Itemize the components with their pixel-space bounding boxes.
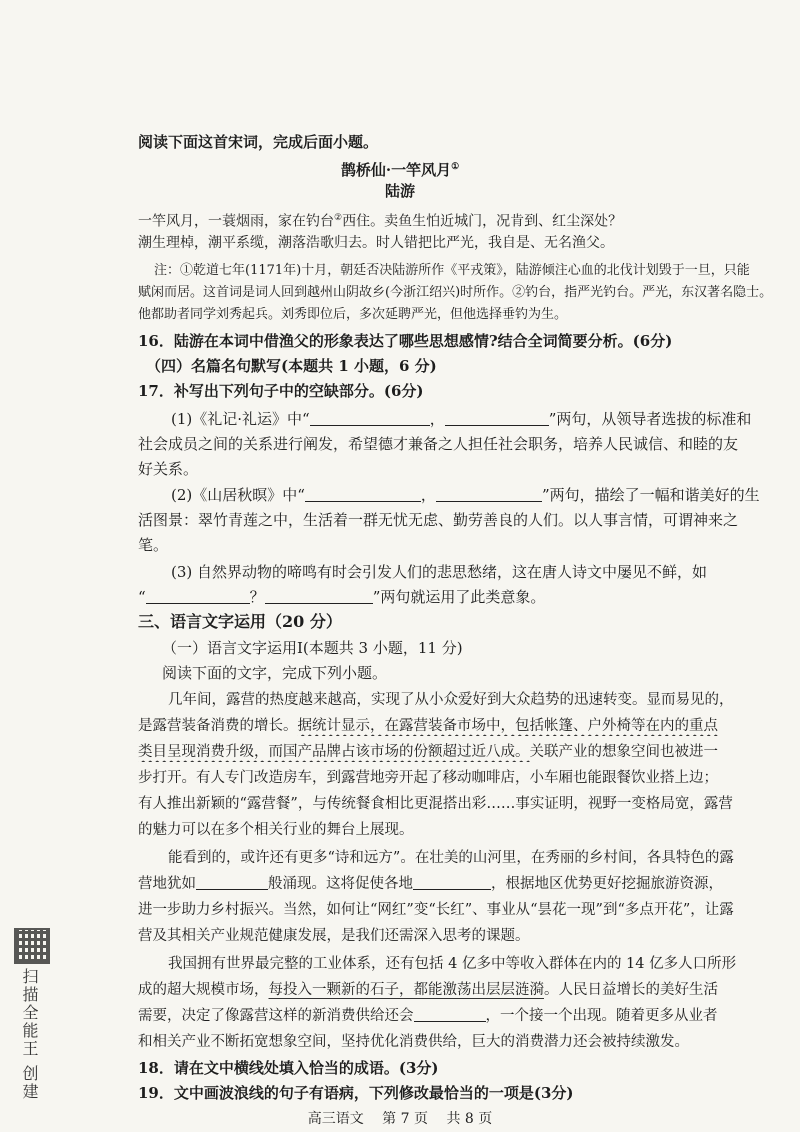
poem-line-1-a: 一竿风月，一蓑烟雨，家在钓台	[138, 213, 334, 230]
q17-1-prefix: (1)《礼记·礼运》中“	[171, 410, 310, 428]
passage-p1-line-5: 有人推出新颖的“露营餐”，与传统餐食相比更混搭出彩……事实证明，视野一变格局宽，露营	[138, 796, 733, 812]
question-17-2-line-2: 活图景：翠竹青莲之中，生活着一群无忧无虑、勤劳善良的人们。以人事言情，可谓神来之	[138, 511, 739, 529]
p1-line-3-text: 关联产业的想象空间也被进一	[529, 744, 718, 760]
poem-author: 陆游	[384, 182, 415, 200]
p1-line-2-text: 是露营装备消费的增长。	[138, 718, 298, 734]
question-19: 19．文中画波浪线的句子有语病，下列修改最恰当的一项是(3分)	[138, 1084, 574, 1102]
answer-blank-17-1a[interactable]	[310, 411, 430, 426]
answer-blank-17-2a[interactable]	[305, 487, 421, 502]
passage-p1-line-2	[138, 716, 718, 736]
p3-line-2-b: 。人民日益增长的美好生活	[544, 982, 718, 998]
poem-title-note-mark: ①	[451, 162, 460, 172]
passage-p3-line-2	[138, 980, 718, 1000]
p2-line-2-a: 营地犹如	[138, 876, 196, 892]
passage-p3-line-3	[138, 1006, 718, 1026]
answer-blank-17-2b[interactable]	[436, 487, 542, 502]
q17-1-comma: ，	[429, 410, 445, 428]
p3-line-2-a: 成的超大规模市场，	[138, 982, 269, 998]
passage-p2-line-4: 营及其相关产业规范健康发展，是我们还需深入思考的课题。	[138, 928, 530, 944]
answer-blank-17-3b[interactable]	[265, 589, 373, 604]
question-17-2-line-3: 笔。	[138, 536, 169, 554]
q17-2-suffix: ”两句，描绘了一幅和谐美好的生	[541, 486, 760, 504]
note-line-3: 他都助者同学刘秀起兵。刘秀即位后，多次延聘严光，但他选择垂钓为生。	[138, 307, 568, 322]
section-4-heading: （四）名篇名句默写(本题共 1 小题，6 分)	[146, 357, 437, 375]
passage-p1-line-4: 步打开。有人专门改造房车，到露营地旁开起了移动咖啡店，小车厢也能跟餐饮业搭上边；	[138, 770, 718, 786]
idiom-blank-3[interactable]	[414, 1007, 486, 1022]
question-18: 18．请在文中横线处填入恰当的成语。(3分)	[138, 1059, 439, 1077]
poem-line-1-b: 西住。卖鱼生怕近城门，况肯到、红尘深处？	[342, 213, 623, 230]
subsection-1-heading: （一）语言文字运用Ⅰ(本题共 3 小题，11 分)	[162, 639, 463, 657]
poem-line-2: 潮生理棹，潮平系缆，潮落浩歌归去。时人错把比严光，我自是、无名渔父。	[138, 235, 614, 251]
passage-p2-line-3: 进一步助力乡村振兴。当然，如何让“网红”变“长红”、事业从“昙花一现”到“多点开花”，让露	[138, 902, 734, 918]
q17-3-question-mark: ？	[249, 588, 265, 606]
qr-code-icon	[14, 928, 50, 964]
passage-p2-line-1: 能看到的，或许还有更多“诗和远方”。在壮美的山河里，在秀丽的乡村间，各具特色的露	[168, 850, 734, 866]
question-17-1-line-3: 好关系。	[138, 460, 199, 478]
reading-instruction: 阅读下面这首宋词，完成后面小题。	[138, 133, 379, 151]
poem-line-1-note-mark: ②	[334, 213, 343, 223]
passage-p1-line-3	[138, 742, 718, 762]
q17-1-suffix: ”两句，从领导者选拔的标准和	[548, 410, 752, 428]
reading-instruction-2: 阅读下面的文字，完成下列小题。	[162, 664, 388, 682]
passage-p3-line-4: 和相关产业不断拓宽想象空间，坚持优化消费供给，巨大的消费潜力还会被持续激发。	[138, 1034, 689, 1050]
question-17-1-line-2: 社会成员之间的关系进行阐发，希望德才兼备之人担任社会职务，培养人民诚信、和睦的友	[138, 435, 739, 453]
poem-title	[0, 157, 800, 180]
wavy-sentence-part-1: 据统计显示，在露营装备市场中，包括帐篷、户外椅等在内的重点	[297, 718, 718, 734]
poem-title-text: 鹊桥仙·一竿风月	[340, 161, 452, 179]
passage-p2-line-2	[138, 874, 723, 894]
passage-p3-line-1: 我国拥有世界最完整的工业体系，还有包括 4 亿多中等收入群体在内的 14 亿多人口所形	[168, 956, 737, 972]
answer-blank-17-1b[interactable]	[445, 411, 549, 426]
q17-2-prefix: (2)《山居秋暝》中“	[171, 486, 305, 504]
scanner-watermark: 扫描全能王 创建	[20, 968, 39, 1102]
underlined-sentence: 每投入一颗新的石子，都能激荡出层层涟漪	[268, 982, 544, 998]
p3-line-3-b: ，一个接一个出现。随着更多从业者	[485, 1008, 718, 1024]
question-17-3-line-2	[138, 587, 545, 607]
page-footer: 高三语文 第 7 页 共 8 页	[307, 1111, 493, 1127]
section-3-heading: 三、语言文字运用（20 分）	[138, 612, 342, 631]
p3-line-3-a: 需要，决定了像露营这样的新消费供给还会	[138, 1008, 414, 1024]
answer-blank-17-3a[interactable]	[146, 589, 250, 604]
q17-3-open-quote: “	[138, 588, 146, 606]
question-17-2-line-1	[171, 485, 760, 505]
wavy-sentence-part-2: 类目呈现消费升级，而国产品牌占该市场的份额超过近八成。	[138, 744, 530, 760]
q17-2-comma: ，	[420, 486, 436, 504]
p2-line-2-c: ，根据地区优势更好挖掘旅游资源，	[491, 876, 723, 892]
note-line-2: 赋闲而居。这首词是词人回到越州山阴故乡(今浙江绍兴)时所作。②钓台，指严光钓台。严光，东汉著名隐士。	[138, 285, 773, 300]
question-17: 17．补写出下列句子中的空缺部分。(6分)	[138, 382, 424, 400]
question-16: 16．陆游在本词中借渔父的形象表达了哪些思想感情?结合全词简要分析。(6分)	[138, 332, 673, 350]
note-line-1: 注：①乾道七年(1171年)十月，朝廷否决陆游所作《平戎策》，陆游倾注心血的北伐计划毁于一旦，只能	[154, 263, 750, 278]
passage-p1-line-6: 的魅力可以在多个相关行业的舞台上展现。	[138, 822, 414, 838]
poem-line-1	[138, 208, 622, 232]
idiom-blank-1[interactable]	[196, 875, 268, 890]
q17-3-suffix: ”两句就运用了此类意象。	[372, 588, 546, 606]
p2-line-2-b: 般涌现。这将促使各地	[268, 876, 413, 892]
idiom-blank-2[interactable]	[413, 875, 491, 890]
question-17-3-line-1: (3) 自然界动物的啼鸣有时会引发人们的悲思愁绪，这在唐人诗文中屡见不鲜，如	[171, 563, 708, 581]
question-17-1-line-1	[171, 409, 751, 429]
passage-p1-line-1: 几年间，露营的热度越来越高，实现了从小众爱好到大众趋势的迅速转变。显而易见的，	[168, 692, 734, 708]
